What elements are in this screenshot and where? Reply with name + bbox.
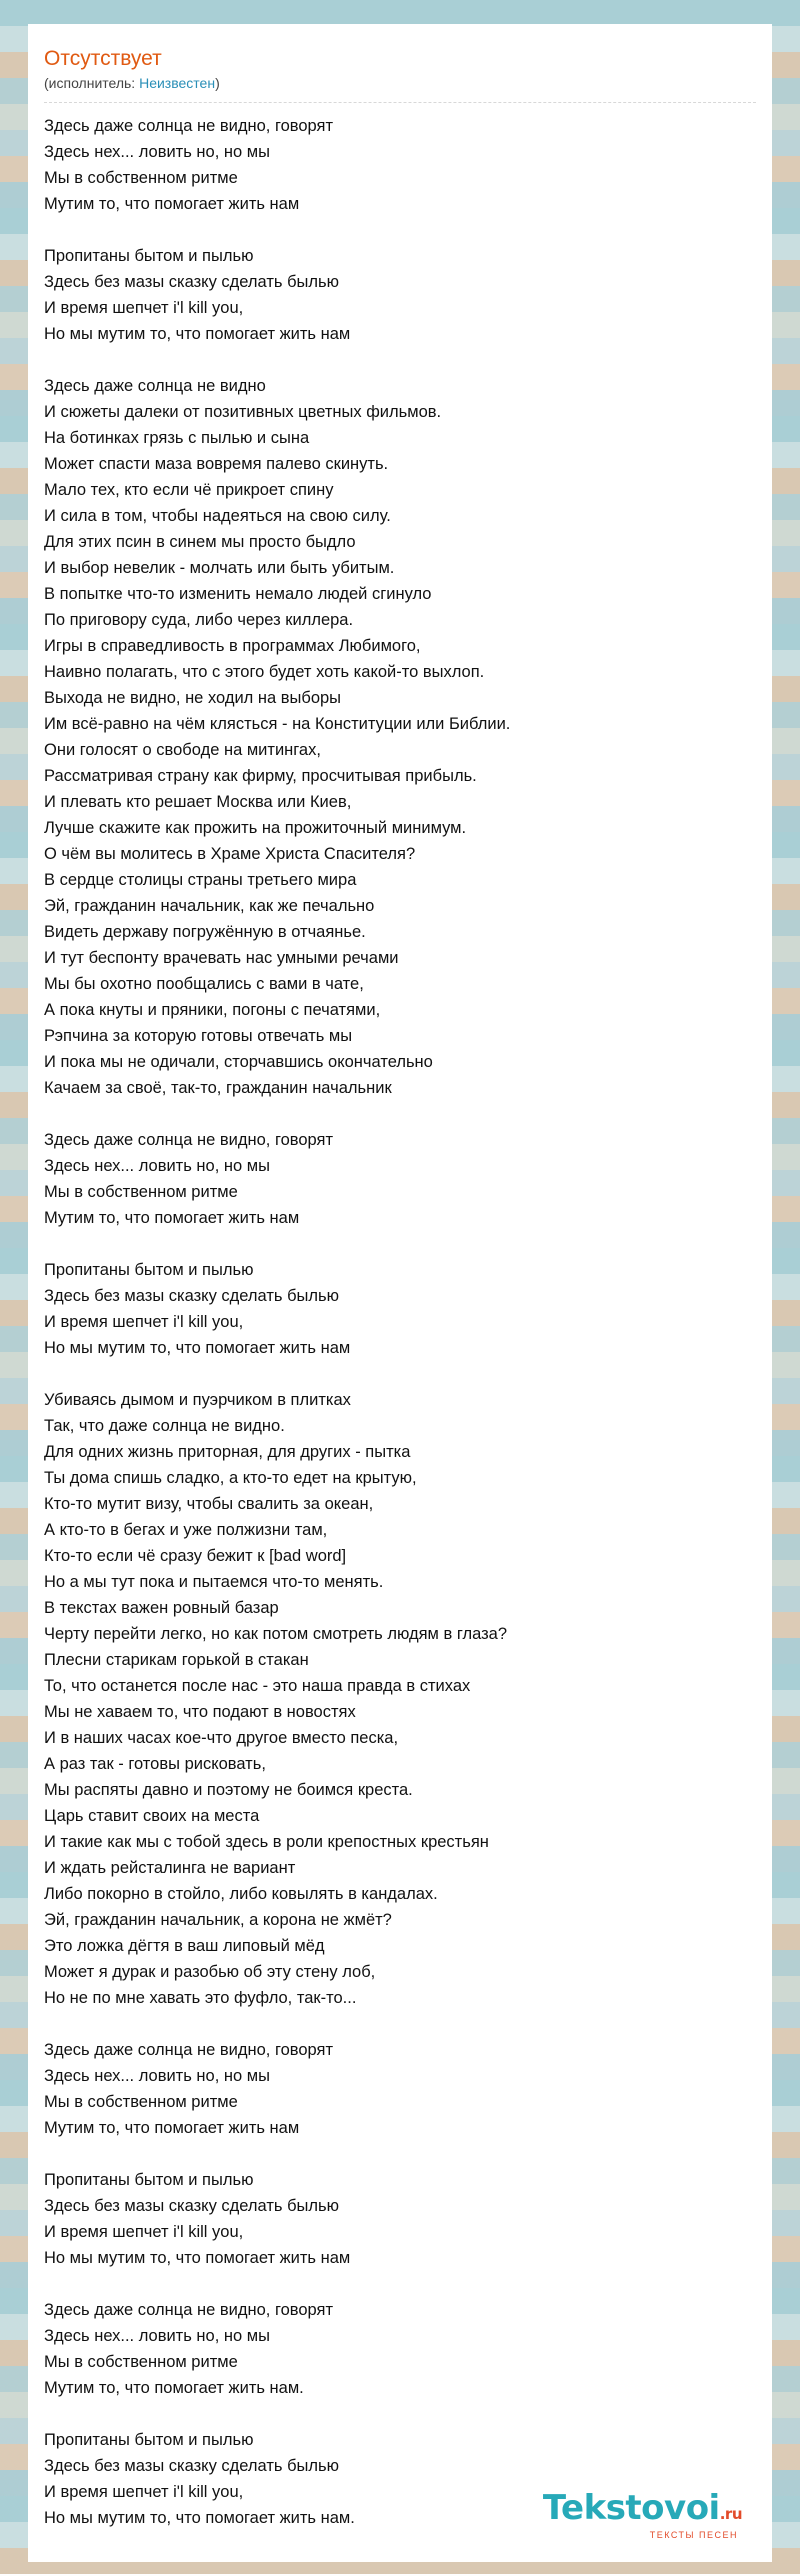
lyrics-page — [28, 24, 772, 2562]
logo-tagline: ТЕКСТЫ ПЕСЕН — [649, 2530, 738, 2540]
logo-name: Tekstovoi — [542, 2488, 720, 2528]
artist-line — [44, 74, 756, 92]
logo-tld: .ru — [719, 2505, 742, 2523]
artist-link[interactable]: Неизвестен — [139, 75, 216, 91]
song-title: Отсутствует — [44, 47, 162, 70]
logo-wordmark — [543, 2490, 742, 2532]
artist-suffix: ) — [215, 75, 220, 91]
artist-prefix: (исполнитель: — [44, 75, 140, 91]
header-divider — [44, 102, 756, 103]
lyrics-text: Здесь даже солнца не видно, говорят Здесь нех... ловить но, но мы Мы в собственном ритме Мутим то, что помогает жить нам Пропитаны бытом и пылью Здесь без мазы сказку сделать былью И время шепчет i'l kill you, Но мы мутим то, что помогает жить нам Здесь даже солнца не видно И сюжеты далеки от позитивных цветных фильмов. На ботинках грязь с пылью и сына Может спасти маза вовремя палево скинуть. Мало тех, кто если чё прикроет спину И сила в том, чтобы надеяться на свою силу. Для этих псин в синем мы просто быдло И выбор невелик - молчать или быть убитым. В попытке что-то изменить немало людей сгинуло По приговору суда, либо через киллера. Игры в справедливость в программах Любимого, Наивно полагать, что с этого будет хоть какой-то выхлоп. Выхода не видно, не ходил на выборы Им всё-равно на чём клясться - на Конституции или Библии. Они голосят о свободе на митингах, Рассматривая страну как фирму, просчитывая прибыль. И плевать кто решает Москва или Киев, Лучше скажите как прожить на прожиточный минимум. О чём вы молитесь в Храме Христа Спасителя? В сердце столицы страны третьего мира Эй, гражданин начальник, как же печально Видеть державу погружённую в отчаянье. И тут беспонту врачевать нас умными речами Мы бы охотно пообщались с вами в чате, А пока кнуты и пряники, погоны с печатями, Рэпчина за которую готовы отвечать мы И пока мы не одичали, сторчавшись окончательно Качаем за своё, так-то, гражданин начальник Здесь даже солнца не видно, говорят Здесь нех... ловить но, но мы Мы в собственном ритме Мутим то, что помогает жить нам Пропитаны бытом и пылью Здесь без мазы сказку сделать былью И время шепчет i'l kill you, Но мы мутим то, что помогает жить нам Убиваясь дымом и пуэрчиком в плитках Так, что даже солнца не видно. Для одних жизнь приторная, для других - пытка Ты дома спишь сладко, а кто-то едет на крытую, Кто-то мутит визу, чтобы свалить за океан, А кто-то в бегах и уже полжизни там, Кто-то если чё сразу бежит к [bad word] Но а мы тут пока и пытаемся что-то менять. В текстах важен ровный базар Черту перейти легко, но как потом смотреть людям в глаза? Плесни старикам горькой в стакан То, что останется после нас - это наша правда в стихах Мы не хаваем то, что подают в новостях И в наших часах кое-что другое вместо песка, А раз так - готовы рисковать, Мы распяты давно и поэтому не боимся креста. Царь ставит своих на места И такие как мы с тобой здесь в роли крепостных крестьян И ждать рейсталинга не вариант Либо покорно в стойло, либо ковылять в кандалах. Эй, гражданин начальник, а корона не жмёт? Это ложка дёгтя в ваш липовый мёд Может я дурак и разобью об эту стену лоб, Но не по мне хавать это фуфло, так-то... Здесь даже солнца не видно, говорят Здесь нех... ловить но, но мы Мы в собственном ритме Мутим то, что помогает жить нам Пропитаны бытом и пылью Здесь без мазы сказку сделать былью И время шепчет i'l kill you, Но мы мутим то, что помогает жить нам Здесь даже солнца не видно, говорят Здесь нех... ловить но, но мы Мы в собственном ритме Мутим то, что помогает жить нам. Пропитаны бытом и пылью Здесь без мазы сказку сделать былью И время шепчет i'l kill you, Но мы мутим то, что помогает жить нам. — [44, 117, 511, 2527]
site-logo[interactable] — [543, 2490, 742, 2540]
